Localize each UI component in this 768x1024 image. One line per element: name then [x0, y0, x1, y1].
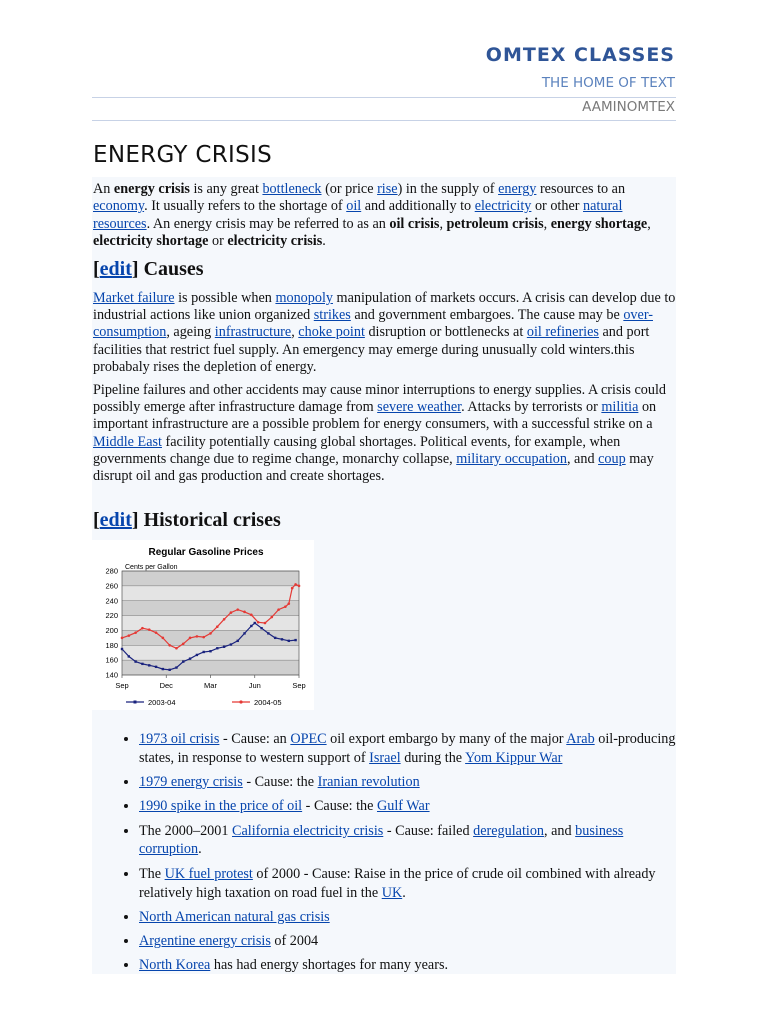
chart-point-2004-05	[189, 637, 192, 640]
link-iranian-revolution[interactable]: Iranian revolution	[317, 774, 420, 791]
chart-band	[122, 645, 299, 660]
list-item: • The 2000–2001 California electricity crisis - Cause: failed deregulation, and business corruption.	[139, 822, 677, 860]
chart-ytick-label: 240	[105, 596, 118, 606]
chart-ytick-label: 140	[105, 670, 118, 680]
chart-point-2004-05	[243, 611, 246, 614]
link-coup[interactable]: coup	[598, 450, 626, 467]
historical-crises-list	[93, 730, 677, 981]
chart-point-2004-05	[277, 608, 280, 611]
chart-ytick-label: 220	[105, 611, 118, 621]
chart-title: Regular Gasoline Prices	[148, 547, 264, 558]
link-oil[interactable]: oil	[346, 198, 362, 215]
chart-ytick-label: 280	[105, 566, 118, 576]
chart-point-2004-05	[175, 647, 178, 650]
link-militia[interactable]: militia	[601, 399, 639, 416]
chart-point-2003-04	[267, 632, 269, 634]
link-economy[interactable]: economy	[93, 198, 145, 215]
chart-point-2004-05	[141, 627, 144, 630]
chart-ytick-label: 180	[105, 640, 118, 650]
chart-point-2004-05	[230, 611, 233, 614]
chart-point-2004-05	[196, 635, 199, 638]
chart-point-2003-04	[155, 666, 157, 668]
link-energy[interactable]: energy	[498, 181, 537, 197]
chart-ytick-label: 200	[105, 626, 118, 636]
header-divider-2	[92, 120, 676, 121]
chart-point-2003-04	[148, 664, 150, 666]
chart-point-2004-05	[287, 602, 290, 605]
site-brand: OMTEX CLASSES	[485, 44, 675, 66]
chart-point-2003-04	[189, 657, 191, 659]
chart-point-2003-04	[182, 660, 184, 662]
causes-edit-link[interactable]: edit	[99, 258, 132, 280]
chart-point-2003-04	[168, 669, 170, 671]
historical-edit-link[interactable]: edit	[99, 509, 132, 531]
chart-band	[122, 571, 299, 586]
chart-point-2003-04	[134, 660, 136, 662]
chart-point-2003-04	[128, 655, 130, 657]
chart-point-2003-04	[162, 668, 164, 670]
link-north-american-gas-crisis[interactable]: North American natural gas crisis	[139, 908, 330, 925]
chart-point-2003-04	[196, 654, 198, 656]
chart-point-2003-04	[202, 651, 204, 653]
chart-point-2004-05	[291, 587, 294, 590]
legend-marker-2004-05	[239, 700, 242, 703]
intro-paragraph: An energy crisis is any great bottleneck (or price rise) in the supply of energy resources to an economy. It usually refers to the shortage of oil and additionally to electricity or other natural resources. An energy crisis may be referred to as an oil crisis, petroleum crisis, energy shortage, electricity shortage or electricity crisis.	[93, 181, 651, 250]
link-1973-oil-crisis[interactable]: 1973 oil crisis	[139, 731, 220, 747]
link-north-korea[interactable]: North Korea	[139, 957, 211, 974]
chart-point-2003-04	[223, 646, 225, 648]
chart-point-2004-05	[257, 621, 260, 624]
historical-heading: [edit] Historical crises	[93, 509, 281, 531]
chart-point-2004-05	[264, 622, 267, 625]
link-electricity[interactable]: electricity	[474, 198, 532, 215]
link-gulf-war[interactable]: Gulf War	[376, 798, 430, 815]
chart-point-2004-05	[209, 632, 212, 635]
chart-point-2003-04	[141, 663, 143, 665]
chart-xtick-label: Mar	[204, 681, 217, 690]
chart-point-2003-04	[237, 640, 239, 642]
chart-point-2004-05	[270, 616, 273, 619]
link-yom-kippur-war[interactable]: Yom Kippur War	[465, 749, 563, 766]
site-tagline: THE HOME OF TEXT	[541, 75, 675, 91]
link-market-failure[interactable]: Market failure	[93, 290, 175, 306]
chart-point-2004-05	[236, 608, 239, 611]
chart-point-2003-04	[175, 666, 177, 668]
chart-point-2004-05	[148, 628, 151, 631]
gasoline-price-chart	[92, 540, 314, 710]
chart-point-2004-05	[134, 631, 137, 634]
list-item: • Argentine energy crisis of 2004	[139, 932, 677, 951]
link-arab[interactable]: Arab	[566, 731, 595, 747]
link-uk[interactable]: UK	[381, 884, 403, 901]
link-business-corruption[interactable]: business corruption	[139, 822, 624, 858]
chart-xtick-label: Jun	[248, 681, 261, 690]
link-oil-refineries[interactable]: oil refineries	[526, 324, 599, 341]
chart-ytick-label: 160	[105, 655, 118, 665]
chart-band	[122, 601, 299, 616]
link-uk-fuel-protest[interactable]: UK fuel protest	[164, 865, 253, 882]
link-rise[interactable]: rise	[377, 181, 398, 197]
chart-point-2003-04	[274, 637, 276, 639]
link-severe-weather[interactable]: severe weather	[377, 399, 462, 416]
link-natural-resources[interactable]: natural resources	[93, 198, 623, 232]
link-over-consumption[interactable]: over-consumption	[93, 307, 653, 341]
chart-point-2004-05	[294, 583, 297, 586]
link-deregulation[interactable]: deregulation	[473, 822, 545, 839]
chart-xtick-label: Sep	[115, 681, 129, 690]
chart-point-2004-05	[250, 614, 253, 617]
list-item: • The UK fuel protest of 2000 - Cause: Raise in the price of crude oil combined with already relatively high taxation on road fuel in the UK.	[139, 865, 677, 903]
chart-point-2003-04	[254, 622, 256, 624]
causes-paragraph-1: Market failure is possible when monopoly manipulation of markets occurs. A crisis can develop due to industrial actions like union organized strikes and government embargoes. The cause may be over-consumption, ageing infrastructure, choke point disruption or bottlenecks at oil refineries and port facilities that restrict fuel supply. An emergency may emerge during unusually cold winters.this probabaly rises the depletion of energy.	[93, 290, 676, 375]
link-military-occupation[interactable]: military occupation	[456, 450, 567, 467]
legend-label-2004-05: 2004-05	[254, 698, 282, 707]
causes-heading: [edit] Causes	[93, 258, 204, 280]
legend-label-2003-04: 2003-04	[148, 698, 176, 707]
chart-point-2003-04	[216, 647, 218, 649]
chart-point-2003-04	[281, 638, 283, 640]
link-infrastructure[interactable]: infrastructure	[214, 324, 292, 341]
chart-point-2003-04	[250, 625, 252, 627]
site-author: AAMINOMTEX	[582, 99, 675, 115]
chart-point-2003-04	[260, 627, 262, 629]
chart-point-2004-05	[162, 637, 165, 640]
chart-point-2003-04	[294, 639, 296, 641]
link-1979-energy-crisis[interactable]: 1979 energy crisis	[139, 774, 243, 791]
link-1990-spike[interactable]: 1990 spike in the price of oil	[139, 798, 303, 815]
list-item	[139, 908, 677, 927]
link-choke-point[interactable]: choke point	[298, 324, 365, 341]
chart-point-2004-05	[298, 585, 301, 588]
chart-point-2003-04	[288, 640, 290, 642]
chart-point-2004-05	[182, 643, 185, 646]
chart-point-2004-05	[121, 637, 124, 640]
legend-marker-2003-04	[134, 701, 137, 704]
chart-point-2004-05	[128, 634, 131, 637]
chart-point-2004-05	[216, 625, 219, 628]
link-israel[interactable]: Israel	[369, 749, 401, 766]
page-title: ENERGY CRISIS	[93, 142, 272, 168]
chart-ytick-label: 260	[105, 581, 118, 591]
chart-point-2003-04	[209, 650, 211, 652]
list-item: • North Korea has had energy shortages for many years.	[139, 956, 677, 975]
list-item: • 1990 spike in the price of oil - Cause: the Gulf War	[139, 797, 677, 816]
chart-svg	[92, 540, 314, 710]
causes-paragraph-2: Pipeline failures and other accidents may cause minor interruptions to energy supplies. A crisis could possibly emerge after infrastructure damage from severe weather. Attacks by terrorists or militia on important infrastructure are a possible problem for energy consumers, with a successful strike on a Middle East facility potentially causing global shortages. Political events, for example, when governments change due to regime change, monarchy collapse, military occupation, and coup may disrupt oil and gas production and create shortages.	[93, 382, 667, 485]
chart-point-2003-04	[243, 632, 245, 634]
chart-point-2004-05	[223, 618, 226, 621]
link-opec[interactable]: OPEC	[290, 731, 327, 747]
chart-xtick-label: Dec	[159, 681, 173, 690]
list-item: • 1973 oil crisis - Cause: an OPEC oil export embargo by many of the major Arab oil-producing states, in response to western support of Israel during the Yom Kippur War	[139, 730, 677, 768]
link-monopoly[interactable]: monopoly	[275, 290, 333, 306]
link-bottleneck[interactable]: bottleneck	[262, 181, 322, 197]
chart-point-2004-05	[202, 636, 205, 639]
chart-point-2004-05	[168, 644, 171, 647]
chart-band	[122, 586, 299, 601]
link-strikes[interactable]: strikes	[313, 307, 351, 324]
chart-point-2003-04	[230, 643, 232, 645]
chart-band	[122, 660, 299, 675]
list-item: • 1979 energy crisis - Cause: the Iranian revolution	[139, 773, 677, 792]
link-california-electricity-crisis[interactable]: California electricity crisis	[232, 822, 384, 839]
header-divider	[92, 97, 676, 98]
chart-point-2003-04	[121, 648, 123, 650]
chart-ylabel: Cents per Gallon	[125, 564, 178, 571]
link-argentine-energy-crisis[interactable]: Argentine energy crisis	[139, 933, 271, 950]
chart-point-2004-05	[155, 631, 158, 634]
link-middle-east[interactable]: Middle East	[93, 433, 162, 450]
chart-point-2004-05	[284, 605, 287, 608]
chart-xtick-label: Sep	[292, 681, 306, 690]
